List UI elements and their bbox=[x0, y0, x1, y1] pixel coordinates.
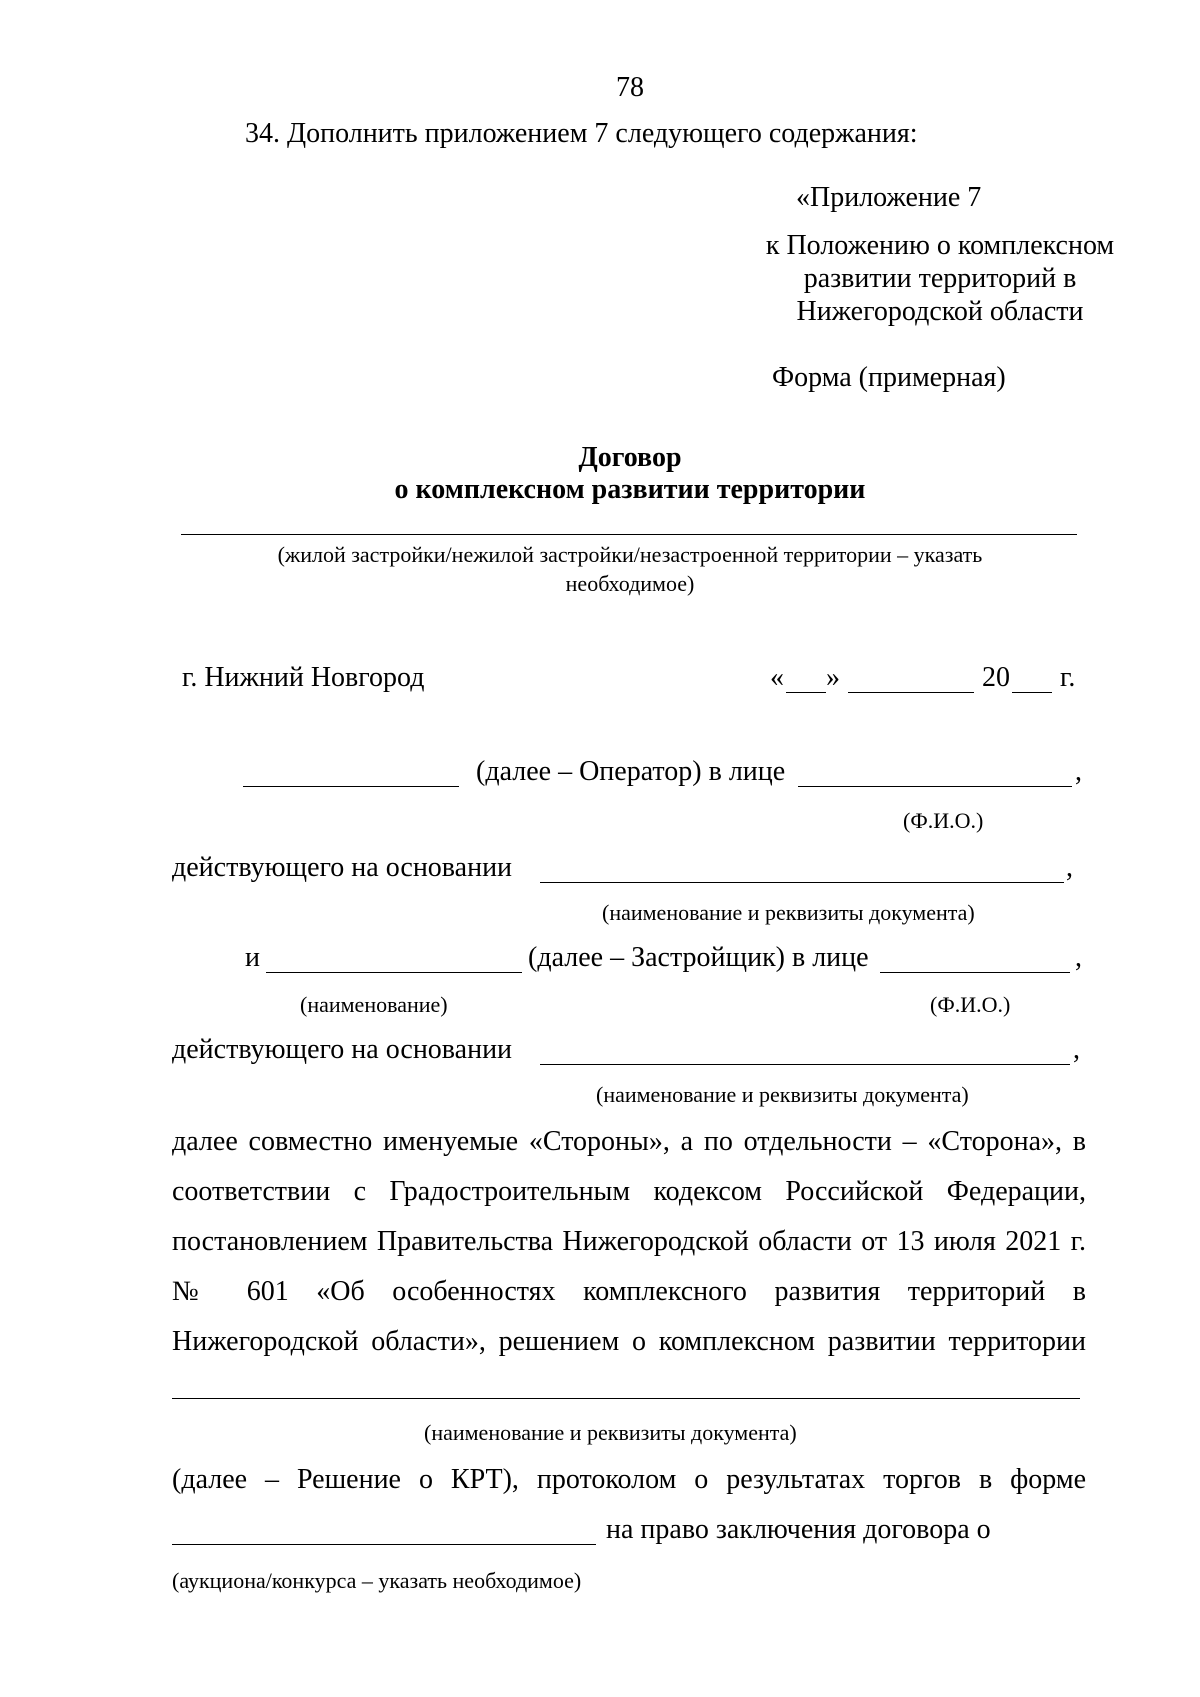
appendix-line-1: к Положению о комплексном bbox=[765, 230, 1115, 261]
date-open-quote: « bbox=[770, 662, 784, 693]
date-year-suffix: г. bbox=[1060, 662, 1076, 693]
basis-comma-1: , bbox=[1066, 852, 1073, 883]
intro-text: 34. Дополнить приложением 7 следующего содержания: bbox=[245, 118, 918, 149]
paragraph-line-3: постановлением Правительства Нижегородской области от 13 июля 2021 г. bbox=[172, 1226, 1086, 1257]
operator-name-line bbox=[243, 786, 459, 787]
and-text: и bbox=[245, 942, 260, 973]
basis-doc-line-1 bbox=[540, 882, 1064, 883]
territory-type-line bbox=[181, 534, 1077, 535]
contract-subtitle: о комплексном развитии территории bbox=[394, 474, 866, 505]
paragraph-line-4: № 601 «Об особенностях комплексного развития территорий в bbox=[172, 1276, 1086, 1307]
page-number: 78 bbox=[616, 72, 644, 103]
date-year-prefix: 20 bbox=[982, 662, 1010, 693]
developer-comma: , bbox=[1075, 942, 1082, 973]
developer-fio-hint: (Ф.И.О.) bbox=[930, 992, 1011, 1017]
paragraph-line-7: на право заключения договора о bbox=[606, 1514, 991, 1545]
acting-basis-1: действующего на основании bbox=[172, 852, 513, 883]
date-month-line bbox=[848, 692, 974, 693]
contract-title: Договор bbox=[578, 442, 682, 473]
auction-form-line bbox=[172, 1544, 596, 1545]
decision-doc-hint: (наименование и реквизиты документа) bbox=[424, 1420, 797, 1445]
operator-text: (далее – Оператор) в лице bbox=[476, 756, 786, 787]
decision-doc-line bbox=[172, 1398, 1080, 1399]
date-close-quote: » bbox=[826, 662, 840, 693]
basis-comma-2: , bbox=[1073, 1034, 1080, 1065]
operator-comma: , bbox=[1075, 756, 1082, 787]
paragraph-line-2: соответствии с Градостроительным кодексом Российской Федерации, bbox=[172, 1176, 1086, 1207]
date-year-line bbox=[1012, 692, 1052, 693]
form-label: Форма (примерная) bbox=[772, 362, 1006, 393]
appendix-line-2: развитии территорий в bbox=[803, 263, 1077, 294]
operator-fio-line bbox=[798, 786, 1072, 787]
developer-text: (далее – Застройщик) в лице bbox=[528, 942, 869, 973]
city: г. Нижний Новгород bbox=[182, 662, 425, 693]
paragraph-line-5: Нижегородской области», решением о комплексном развитии территории bbox=[172, 1326, 1086, 1357]
basis-doc-hint-1: (наименование и реквизиты документа) bbox=[602, 900, 975, 925]
auction-hint: (аукциона/конкурса – указать необходимое) bbox=[172, 1568, 582, 1593]
operator-fio-hint: (Ф.И.О.) bbox=[903, 808, 984, 833]
paragraph-line-1: далее совместно именуемые «Стороны», а по отдельности – «Сторона», в bbox=[172, 1126, 1086, 1157]
territory-type-hint-2: необходимое) bbox=[565, 571, 695, 596]
appendix-line-3: Нижегородской области bbox=[796, 296, 1084, 327]
paragraph-line-6: (далее – Решение о КРТ), протоколом о результатах торгов в форме bbox=[172, 1464, 1086, 1495]
date-day-line bbox=[786, 692, 826, 693]
basis-doc-hint-2: (наименование и реквизиты документа) bbox=[596, 1082, 969, 1107]
developer-name-line bbox=[266, 972, 522, 973]
acting-basis-2: действующего на основании bbox=[172, 1034, 513, 1065]
basis-doc-line-2 bbox=[540, 1064, 1070, 1065]
developer-fio-line bbox=[880, 972, 1070, 973]
appendix-title: «Приложение 7 bbox=[796, 182, 982, 213]
developer-name-hint: (наименование) bbox=[300, 992, 448, 1017]
territory-type-hint: (жилой застройки/нежилой застройки/незастроенной территории – указать bbox=[277, 542, 983, 567]
